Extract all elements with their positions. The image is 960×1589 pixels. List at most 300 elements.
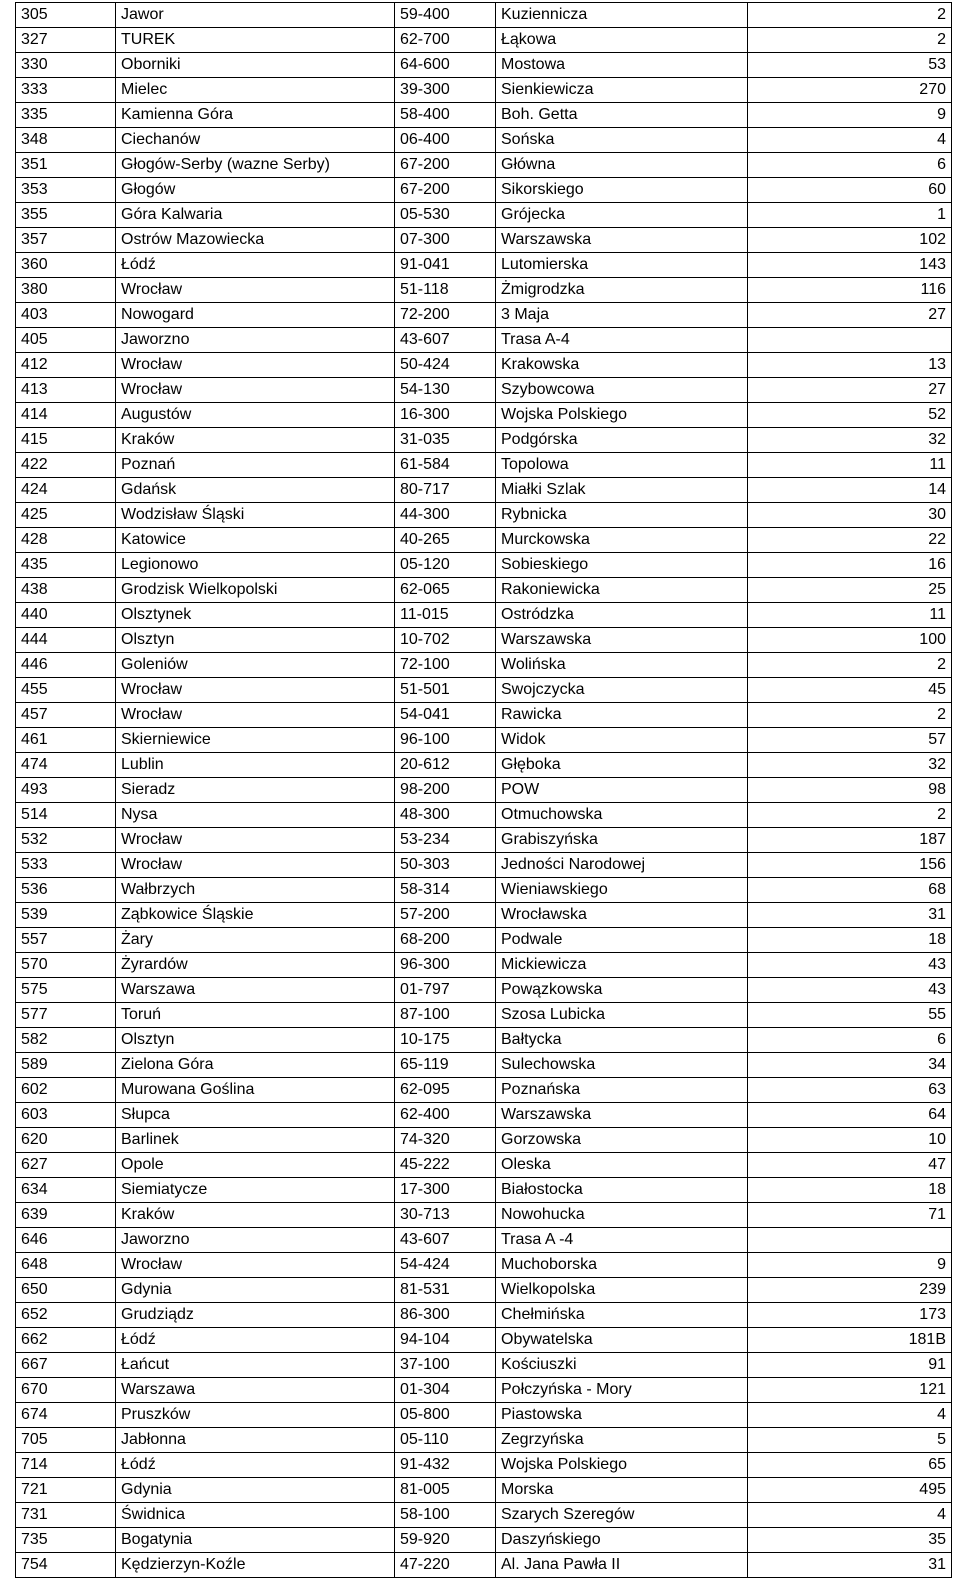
cell-postal-code: 81-531: [395, 1278, 496, 1303]
cell-postal-code: 54-130: [395, 378, 496, 403]
cell-city: Olsztyn: [116, 1028, 395, 1053]
cell-id: 536: [16, 878, 116, 903]
cell-house-number: 2: [748, 28, 952, 53]
cell-city: Olsztynek: [116, 603, 395, 628]
table-row: [16, 1553, 952, 1578]
cell-postal-code: 01-304: [395, 1378, 496, 1403]
cell-street: Ostródzka: [496, 603, 748, 628]
cell-city: Łódź: [116, 1453, 395, 1478]
cell-house-number: 32: [748, 428, 952, 453]
cell-street: Szosa Lubicka: [496, 1003, 748, 1028]
cell-street: Al. Jana Pawła II: [496, 1553, 748, 1578]
table-row: [16, 1203, 952, 1228]
cell-postal-code: 50-424: [395, 353, 496, 378]
cell-id: 650: [16, 1278, 116, 1303]
table-row: [16, 1353, 952, 1378]
table-row: [16, 1278, 952, 1303]
cell-city: Kraków: [116, 428, 395, 453]
cell-id: 754: [16, 1553, 116, 1578]
table-row: [16, 603, 952, 628]
cell-city: TUREK: [116, 28, 395, 53]
cell-id: 646: [16, 1228, 116, 1253]
cell-id: 570: [16, 953, 116, 978]
cell-postal-code: 86-300: [395, 1303, 496, 1328]
cell-city: Grudziądz: [116, 1303, 395, 1328]
cell-id: 652: [16, 1303, 116, 1328]
cell-postal-code: 72-200: [395, 303, 496, 328]
cell-street: Wieniawskiego: [496, 878, 748, 903]
cell-postal-code: 43-607: [395, 1228, 496, 1253]
table-row: [16, 1153, 952, 1178]
cell-city: Nowogard: [116, 303, 395, 328]
cell-postal-code: 07-300: [395, 228, 496, 253]
cell-postal-code: 31-035: [395, 428, 496, 453]
cell-id: 648: [16, 1253, 116, 1278]
cell-city: Ciechanów: [116, 128, 395, 153]
cell-city: Gdynia: [116, 1278, 395, 1303]
cell-house-number: 27: [748, 303, 952, 328]
cell-id: 603: [16, 1103, 116, 1128]
cell-id: 714: [16, 1453, 116, 1478]
cell-postal-code: 06-400: [395, 128, 496, 153]
cell-postal-code: 87-100: [395, 1003, 496, 1028]
cell-house-number: 52: [748, 403, 952, 428]
cell-id: 446: [16, 653, 116, 678]
cell-house-number: 102: [748, 228, 952, 253]
table-row: [16, 178, 952, 203]
cell-city: Wrocław: [116, 828, 395, 853]
table-row: [16, 403, 952, 428]
cell-street: Wojska Polskiego: [496, 1453, 748, 1478]
cell-street: Nowohucka: [496, 1203, 748, 1228]
cell-house-number: 5: [748, 1428, 952, 1453]
table-row: [16, 228, 952, 253]
cell-city: Murowana Goślina: [116, 1078, 395, 1103]
cell-postal-code: 68-200: [395, 928, 496, 953]
cell-street: Podwale: [496, 928, 748, 953]
cell-street: Piastowska: [496, 1403, 748, 1428]
cell-city: Głogów-Serby (wazne Serby): [116, 153, 395, 178]
cell-street: Warszawska: [496, 228, 748, 253]
cell-id: 422: [16, 453, 116, 478]
cell-house-number: 6: [748, 1028, 952, 1053]
cell-city: Wodzisław Śląski: [116, 503, 395, 528]
cell-postal-code: 17-300: [395, 1178, 496, 1203]
cell-city: Jaworzno: [116, 328, 395, 353]
cell-postal-code: 53-234: [395, 828, 496, 853]
table-row: [16, 953, 952, 978]
cell-postal-code: 48-300: [395, 803, 496, 828]
cell-id: 639: [16, 1203, 116, 1228]
cell-street: Poznańska: [496, 1078, 748, 1103]
cell-id: 444: [16, 628, 116, 653]
cell-postal-code: 72-100: [395, 653, 496, 678]
cell-house-number: 2: [748, 703, 952, 728]
cell-street: Sobieskiego: [496, 553, 748, 578]
cell-house-number: 11: [748, 603, 952, 628]
cell-house-number: 100: [748, 628, 952, 653]
table-row: [16, 128, 952, 153]
cell-street: Kościuszki: [496, 1353, 748, 1378]
cell-id: 705: [16, 1428, 116, 1453]
table-row: [16, 1128, 952, 1153]
cell-postal-code: 05-800: [395, 1403, 496, 1428]
table-row: [16, 428, 952, 453]
cell-id: 589: [16, 1053, 116, 1078]
cell-postal-code: 81-005: [395, 1478, 496, 1503]
cell-id: 670: [16, 1378, 116, 1403]
cell-house-number: 1: [748, 203, 952, 228]
cell-house-number: 270: [748, 78, 952, 103]
cell-city: Ząbkowice Śląskie: [116, 903, 395, 928]
cell-city: Wrocław: [116, 853, 395, 878]
cell-postal-code: 10-175: [395, 1028, 496, 1053]
table-row: [16, 703, 952, 728]
cell-street: Powązkowska: [496, 978, 748, 1003]
cell-id: 662: [16, 1328, 116, 1353]
cell-postal-code: 54-041: [395, 703, 496, 728]
cell-postal-code: 62-095: [395, 1078, 496, 1103]
cell-house-number: 495: [748, 1478, 952, 1503]
cell-id: 731: [16, 1503, 116, 1528]
cell-postal-code: 11-015: [395, 603, 496, 628]
cell-house-number: 9: [748, 1253, 952, 1278]
cell-city: Jawor: [116, 3, 395, 28]
cell-street: Bałtycka: [496, 1028, 748, 1053]
cell-city: Kraków: [116, 1203, 395, 1228]
cell-city: Barlinek: [116, 1128, 395, 1153]
cell-postal-code: 47-220: [395, 1553, 496, 1578]
cell-postal-code: 39-300: [395, 78, 496, 103]
cell-street: Rawicka: [496, 703, 748, 728]
cell-postal-code: 59-920: [395, 1528, 496, 1553]
table-row: [16, 1078, 952, 1103]
cell-house-number: 35: [748, 1528, 952, 1553]
cell-id: 721: [16, 1478, 116, 1503]
cell-id: 493: [16, 778, 116, 803]
cell-id: 403: [16, 303, 116, 328]
cell-id: 335: [16, 103, 116, 128]
cell-id: 351: [16, 153, 116, 178]
cell-city: Oborniki: [116, 53, 395, 78]
cell-house-number: 14: [748, 478, 952, 503]
cell-street: Główna: [496, 153, 748, 178]
cell-postal-code: 67-200: [395, 178, 496, 203]
cell-city: Bogatynia: [116, 1528, 395, 1553]
cell-house-number: 31: [748, 903, 952, 928]
cell-id: 435: [16, 553, 116, 578]
table-row: [16, 153, 952, 178]
cell-house-number: 4: [748, 128, 952, 153]
cell-id: 424: [16, 478, 116, 503]
cell-street: Boh. Getta: [496, 103, 748, 128]
cell-city: Ostrów Mazowiecka: [116, 228, 395, 253]
cell-city: Wrocław: [116, 678, 395, 703]
cell-city: Żary: [116, 928, 395, 953]
cell-street: Wojska Polskiego: [496, 403, 748, 428]
cell-street: Sienkiewicza: [496, 78, 748, 103]
cell-street: Kuziennicza: [496, 3, 748, 28]
cell-street: Szarych Szeregów: [496, 1503, 748, 1528]
cell-house-number: 10: [748, 1128, 952, 1153]
table-row: [16, 253, 952, 278]
cell-house-number: 143: [748, 253, 952, 278]
cell-house-number: 4: [748, 1403, 952, 1428]
table-row: [16, 1528, 952, 1553]
table-row: [16, 853, 952, 878]
cell-street: Rybnicka: [496, 503, 748, 528]
cell-street: POW: [496, 778, 748, 803]
cell-street: Wrocławska: [496, 903, 748, 928]
cell-city: Katowice: [116, 528, 395, 553]
cell-postal-code: 50-303: [395, 853, 496, 878]
cell-street: Sulechowska: [496, 1053, 748, 1078]
cell-id: 455: [16, 678, 116, 703]
cell-id: 355: [16, 203, 116, 228]
table-row: [16, 828, 952, 853]
cell-street: Łąkowa: [496, 28, 748, 53]
cell-id: 457: [16, 703, 116, 728]
cell-postal-code: 05-530: [395, 203, 496, 228]
cell-id: 440: [16, 603, 116, 628]
cell-house-number: 9: [748, 103, 952, 128]
cell-id: 514: [16, 803, 116, 828]
cell-street: Mickiewicza: [496, 953, 748, 978]
cell-postal-code: 91-041: [395, 253, 496, 278]
cell-street: Swojczycka: [496, 678, 748, 703]
cell-city: Toruń: [116, 1003, 395, 1028]
cell-city: Gdynia: [116, 1478, 395, 1503]
cell-postal-code: 62-700: [395, 28, 496, 53]
cell-house-number: 11: [748, 453, 952, 478]
cell-street: Żmigrodzka: [496, 278, 748, 303]
cell-street: 3 Maja: [496, 303, 748, 328]
cell-id: 575: [16, 978, 116, 1003]
table-row: [16, 1328, 952, 1353]
cell-postal-code: 58-100: [395, 1503, 496, 1528]
cell-postal-code: 54-424: [395, 1253, 496, 1278]
cell-city: Augustów: [116, 403, 395, 428]
cell-id: 305: [16, 3, 116, 28]
cell-postal-code: 57-200: [395, 903, 496, 928]
table-row: [16, 1478, 952, 1503]
table-row: [16, 378, 952, 403]
cell-street: Murckowska: [496, 528, 748, 553]
cell-city: Warszawa: [116, 1378, 395, 1403]
cell-city: Lublin: [116, 753, 395, 778]
cell-postal-code: 80-717: [395, 478, 496, 503]
cell-street: Połczyńska - Mory: [496, 1378, 748, 1403]
cell-house-number: 121: [748, 1378, 952, 1403]
cell-street: Otmuchowska: [496, 803, 748, 828]
table-row: [16, 728, 952, 753]
cell-street: Trasa A -4: [496, 1228, 748, 1253]
cell-city: Goleniów: [116, 653, 395, 678]
cell-id: 330: [16, 53, 116, 78]
cell-house-number: 34: [748, 1053, 952, 1078]
cell-house-number: 4: [748, 1503, 952, 1528]
cell-postal-code: 20-612: [395, 753, 496, 778]
cell-house-number: 2: [748, 803, 952, 828]
cell-house-number: 55: [748, 1003, 952, 1028]
cell-id: 438: [16, 578, 116, 603]
cell-house-number: 25: [748, 578, 952, 603]
cell-postal-code: 62-400: [395, 1103, 496, 1128]
cell-city: Gdańsk: [116, 478, 395, 503]
cell-city: Jaworzno: [116, 1228, 395, 1253]
cell-city: Góra Kalwaria: [116, 203, 395, 228]
cell-house-number: 27: [748, 378, 952, 403]
cell-id: 357: [16, 228, 116, 253]
table-row: [16, 1003, 952, 1028]
table-row: [16, 753, 952, 778]
table-row: [16, 53, 952, 78]
cell-id: 634: [16, 1178, 116, 1203]
table-row: [16, 28, 952, 53]
cell-city: Łódź: [116, 253, 395, 278]
cell-city: Legionowo: [116, 553, 395, 578]
table-row: [16, 653, 952, 678]
cell-house-number: 18: [748, 1178, 952, 1203]
cell-street: Muchoborska: [496, 1253, 748, 1278]
cell-street: Gorzowska: [496, 1128, 748, 1153]
cell-city: Jabłonna: [116, 1428, 395, 1453]
cell-city: Wrocław: [116, 278, 395, 303]
address-table: [15, 2, 952, 1578]
cell-city: Zielona Góra: [116, 1053, 395, 1078]
cell-postal-code: 67-200: [395, 153, 496, 178]
cell-street: Wolińska: [496, 653, 748, 678]
table-row: [16, 1503, 952, 1528]
cell-postal-code: 58-400: [395, 103, 496, 128]
cell-id: 412: [16, 353, 116, 378]
cell-street: Mostowa: [496, 53, 748, 78]
cell-street: Lutomierska: [496, 253, 748, 278]
cell-city: Łódź: [116, 1328, 395, 1353]
cell-postal-code: 91-432: [395, 1453, 496, 1478]
cell-house-number: [748, 328, 952, 353]
cell-postal-code: 59-400: [395, 3, 496, 28]
cell-street: Sońska: [496, 128, 748, 153]
table-row: [16, 103, 952, 128]
table-row: [16, 528, 952, 553]
table-row: [16, 278, 952, 303]
cell-postal-code: 51-118: [395, 278, 496, 303]
cell-id: 461: [16, 728, 116, 753]
cell-city: Pruszków: [116, 1403, 395, 1428]
cell-id: 360: [16, 253, 116, 278]
cell-postal-code: 05-120: [395, 553, 496, 578]
cell-postal-code: 05-110: [395, 1428, 496, 1453]
cell-id: 380: [16, 278, 116, 303]
cell-house-number: 98: [748, 778, 952, 803]
cell-house-number: 71: [748, 1203, 952, 1228]
cell-house-number: [748, 1228, 952, 1253]
cell-house-number: 64: [748, 1103, 952, 1128]
cell-house-number: 16: [748, 553, 952, 578]
table-row: [16, 678, 952, 703]
cell-city: Sieradz: [116, 778, 395, 803]
cell-postal-code: 51-501: [395, 678, 496, 703]
table-row: [16, 78, 952, 103]
cell-postal-code: 58-314: [395, 878, 496, 903]
cell-city: Słupca: [116, 1103, 395, 1128]
table-row: [16, 1103, 952, 1128]
table-row: [16, 778, 952, 803]
cell-street: Topolowa: [496, 453, 748, 478]
table-row: [16, 1378, 952, 1403]
cell-street: Podgórska: [496, 428, 748, 453]
cell-city: Głogów: [116, 178, 395, 203]
cell-city: Skierniewice: [116, 728, 395, 753]
cell-city: Nysa: [116, 803, 395, 828]
cell-street: Oleska: [496, 1153, 748, 1178]
cell-postal-code: 45-222: [395, 1153, 496, 1178]
cell-id: 425: [16, 503, 116, 528]
cell-city: Mielec: [116, 78, 395, 103]
cell-house-number: 53: [748, 53, 952, 78]
cell-street: Obywatelska: [496, 1328, 748, 1353]
table-row: [16, 878, 952, 903]
cell-house-number: 18: [748, 928, 952, 953]
cell-postal-code: 44-300: [395, 503, 496, 528]
cell-street: Szybowcowa: [496, 378, 748, 403]
cell-postal-code: 43-607: [395, 328, 496, 353]
cell-street: Miałki Szlak: [496, 478, 748, 503]
cell-house-number: 30: [748, 503, 952, 528]
cell-house-number: 43: [748, 953, 952, 978]
cell-street: Jedności Narodowej: [496, 853, 748, 878]
cell-id: 353: [16, 178, 116, 203]
cell-house-number: 239: [748, 1278, 952, 1303]
cell-street: Rakoniewicka: [496, 578, 748, 603]
cell-id: 327: [16, 28, 116, 53]
cell-city: Żyrardów: [116, 953, 395, 978]
table-row: [16, 978, 952, 1003]
cell-house-number: 45: [748, 678, 952, 703]
cell-postal-code: 61-584: [395, 453, 496, 478]
table-row: [16, 303, 952, 328]
cell-postal-code: 62-065: [395, 578, 496, 603]
cell-street: Krakowska: [496, 353, 748, 378]
table-row: [16, 328, 952, 353]
cell-postal-code: 96-300: [395, 953, 496, 978]
cell-city: Olsztyn: [116, 628, 395, 653]
cell-postal-code: 64-600: [395, 53, 496, 78]
cell-street: Głęboka: [496, 753, 748, 778]
cell-id: 674: [16, 1403, 116, 1428]
cell-house-number: 181B: [748, 1328, 952, 1353]
cell-street: Widok: [496, 728, 748, 753]
cell-postal-code: 96-100: [395, 728, 496, 753]
cell-id: 415: [16, 428, 116, 453]
cell-house-number: 43: [748, 978, 952, 1003]
cell-house-number: 57: [748, 728, 952, 753]
cell-city: Poznań: [116, 453, 395, 478]
table-row: [16, 1053, 952, 1078]
cell-id: 539: [16, 903, 116, 928]
cell-house-number: 32: [748, 753, 952, 778]
cell-id: 405: [16, 328, 116, 353]
cell-id: 577: [16, 1003, 116, 1028]
cell-city: Wałbrzych: [116, 878, 395, 903]
cell-id: 348: [16, 128, 116, 153]
table-row: [16, 903, 952, 928]
table-row: [16, 1303, 952, 1328]
cell-id: 413: [16, 378, 116, 403]
cell-city: Grodzisk Wielkopolski: [116, 578, 395, 603]
cell-city: Świdnica: [116, 1503, 395, 1528]
